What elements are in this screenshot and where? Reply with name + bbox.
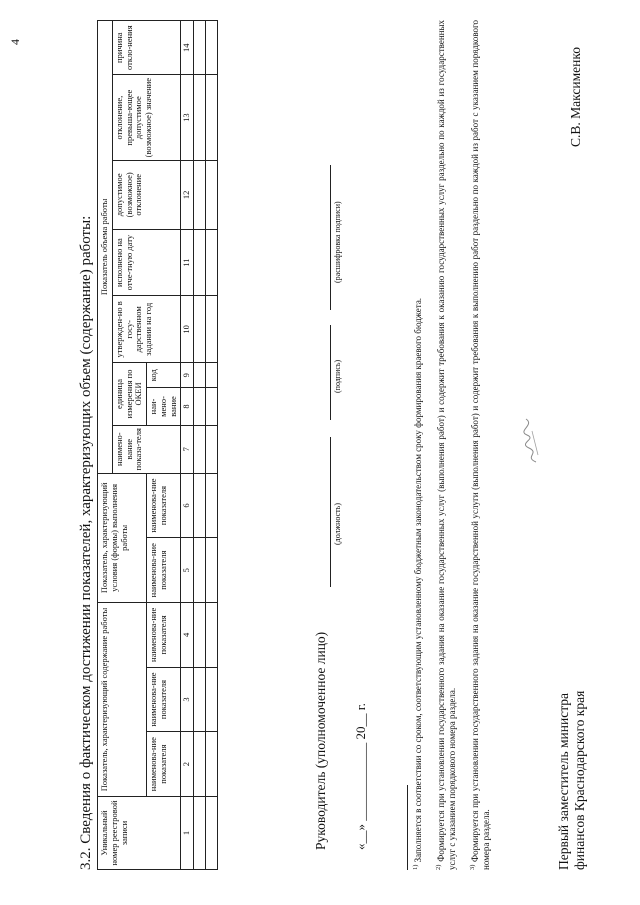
header-indicator-name: наимено-вание показа-теля — [112, 425, 181, 473]
table-row — [206, 21, 218, 870]
header-unit-okei: единица измерения по ОКЕИ — [112, 363, 146, 426]
footnote-text: Заполняется в соответствии со сроком, соответствующим установленному бюджетным законодательством сроку формирования краевого бюджета. — [413, 297, 423, 863]
header-volume-indicator: Показатель объема работы — [98, 21, 113, 474]
column-number: 8 — [181, 388, 194, 426]
decoding-line — [330, 165, 331, 310]
column-number: 14 — [181, 21, 194, 75]
table-header-row-1 — [98, 21, 113, 870]
column-number: 9 — [181, 363, 194, 388]
column-number: 13 — [181, 75, 194, 161]
footnote-2 — [435, 20, 459, 870]
decoding-caption: (расшифровка подписи) — [333, 201, 342, 283]
header-unit-code: код — [147, 363, 181, 388]
footnote-mark: 2) — [435, 864, 442, 870]
header-approved: утвержден-но в госу-дарственном задании на год — [112, 296, 181, 363]
work-volume-table — [97, 20, 218, 870]
footnote-mark: 1) — [412, 864, 419, 870]
header-sub-indicator-name: наименова-ние показателя — [147, 667, 181, 732]
header-done: исполнено на отче-тную дату — [112, 229, 181, 296]
footnote-text: Формируется при установлении государственного задания на оказание государственной услуги (выполнения работ) и содержит требования к выполнению работ раздельно по каждой из работ с указанием порядкового номера раздела. — [470, 19, 492, 870]
header-allowed-deviation: допустимое (возможное) отклонение — [112, 160, 181, 229]
header-conditions-indicator: Показатель, характеризующий условия (формы) выполнения работы — [98, 473, 147, 602]
header-sub-indicator-name: наименова-ние показателя — [147, 473, 181, 538]
header-unit-name: наи-мено-вание — [147, 388, 181, 426]
column-number: 12 — [181, 160, 194, 229]
column-number: 10 — [181, 296, 194, 363]
signature-line — [330, 325, 331, 420]
footnote-3 — [469, 20, 493, 870]
column-number: 11 — [181, 229, 194, 296]
handwritten-signature — [520, 415, 542, 465]
signatory-name: С.В. Максименко — [568, 47, 583, 147]
signatory-title-line2: финансов Краснодарского края — [571, 690, 587, 870]
footnote-mark: 3) — [469, 864, 476, 870]
column-number: 3 — [181, 667, 194, 732]
header-exceeding-deviation: отклонение, превыша-ющее допустимое (возможное) значение — [112, 75, 181, 161]
footnote-1 — [412, 20, 424, 870]
signatory-title-line1: Первый заместитель министра — [556, 692, 571, 870]
footnote-text: Формируется при установлении государственного задания на оказание государственных услуг (выполнения работ) и содержит требования к оказанию государственных услуг раздельно по каждой из государственных услуг с указанием порядкового номера раздела. — [436, 19, 458, 870]
position-line — [330, 437, 331, 587]
column-number: 2 — [181, 732, 194, 797]
header-content-indicator: Показатель, характеризующий содержание работы — [98, 603, 147, 797]
header-deviation-reason: причина откло-нения — [112, 21, 181, 75]
section-heading: 3.2. Сведения о фактическом достижении показателей, характеризующих объем (содержание) работы: — [78, 215, 94, 870]
column-number-row — [181, 21, 194, 870]
signatory-title — [556, 691, 587, 870]
header-sub-indicator-name: наименова-ние показателя — [147, 732, 181, 797]
header-sub-indicator-name: наименова-ние показателя — [147, 603, 181, 668]
column-number: 5 — [181, 538, 194, 603]
footnote-separator — [407, 785, 408, 870]
header-unique-number: Уникальный номер реестровой записи — [98, 797, 181, 870]
column-number: 4 — [181, 603, 194, 668]
table-row — [194, 21, 206, 870]
column-number: 6 — [181, 473, 194, 538]
column-number: 1 — [181, 797, 194, 870]
signature-caption: (подпись) — [333, 359, 342, 393]
date-line: «__» ____________ 20__ г. — [353, 703, 368, 850]
header-sub-indicator-name: наименова-ние показателя — [147, 538, 181, 603]
position-caption: (должность) — [333, 503, 342, 545]
page-number: 4 — [8, 39, 22, 45]
column-number: 7 — [181, 425, 194, 473]
manager-label: Руководитель (уполномоченное лицо) — [313, 631, 328, 850]
